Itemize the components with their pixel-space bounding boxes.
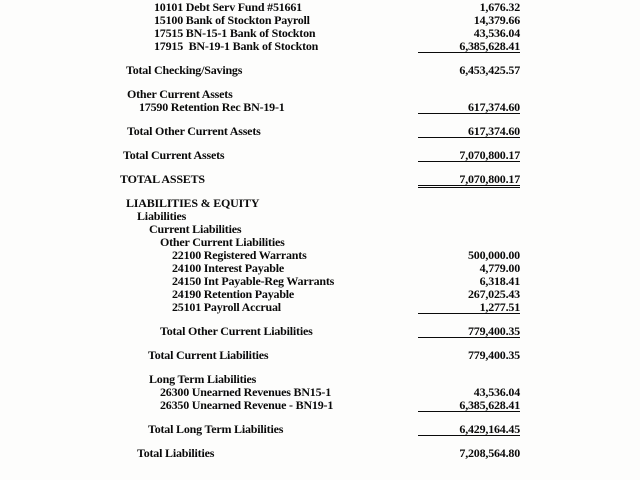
row-label: 24150 Int Payable-Reg Warrants (172, 274, 335, 288)
row-value: 779,400.35 (418, 325, 520, 338)
report-row (0, 88, 640, 101)
report-row (0, 301, 640, 314)
row-value: 43,536.04 (473, 385, 520, 399)
report-row (0, 101, 640, 114)
row-label: Total Other Current Liabilities (160, 324, 313, 338)
row-label: Current Liabilities (149, 222, 242, 236)
row-label: Other Current Assets (127, 87, 233, 101)
row-label: Total Long Term Liabilities (148, 422, 284, 436)
row-label: Long Term Liabilities (149, 372, 257, 386)
row-value: 7,070,800.17 (418, 173, 520, 188)
row-value: 617,374.60 (418, 101, 520, 114)
report-row (0, 1, 640, 14)
row-label: 24100 Interest Payable (172, 261, 285, 275)
row-value: 4,779.00 (479, 261, 520, 275)
row-label: 17515 BN-15-1 Bank of Stockton (154, 26, 316, 40)
report-body (0, 1, 640, 460)
row-label: Other Current Liabilities (160, 235, 285, 249)
row-value: 6,453,425.57 (459, 63, 520, 77)
row-label: 26300 Unearned Revenues BN15-1 (160, 385, 331, 399)
row-label: Total Current Liabilities (148, 348, 269, 362)
report-row (0, 447, 640, 460)
report-row (0, 125, 640, 138)
row-value: 6,385,628.41 (418, 40, 520, 53)
row-value: 6,385,628.41 (418, 399, 520, 412)
row-label: 17590 Retention Rec BN-19-1 (139, 100, 285, 114)
report-row (0, 423, 640, 436)
row-label: 25101 Payroll Accrual (172, 300, 281, 314)
row-label: Total Liabilities (137, 446, 215, 460)
row-value: 6,429,164.45 (418, 423, 520, 436)
row-value: 1,676.32 (479, 0, 520, 14)
report-row (0, 173, 640, 186)
report-row (0, 149, 640, 162)
row-value: 14,379.66 (473, 13, 520, 27)
row-value: 779,400.35 (467, 348, 520, 362)
report-row (0, 27, 640, 40)
report-row (0, 275, 640, 288)
row-value: 6,318.41 (479, 274, 520, 288)
report-row (0, 197, 640, 210)
report-row (0, 40, 640, 53)
row-value: 1,277.51 (418, 301, 520, 314)
row-label: Total Current Assets (123, 148, 225, 162)
report-row (0, 288, 640, 301)
report-row (0, 64, 640, 77)
row-label: 24190 Retention Payable (172, 287, 295, 301)
report-row (0, 14, 640, 27)
report-row (0, 210, 640, 223)
report-row (0, 325, 640, 338)
row-label: 10101 Debt Serv Fund #51661 (154, 0, 302, 14)
report-row (0, 236, 640, 249)
report-row (0, 349, 640, 362)
report-row (0, 249, 640, 262)
row-value: 7,208,564.80 (459, 446, 520, 460)
row-value: 500,000.00 (467, 248, 520, 262)
row-label: 17915 BN-19-1 Bank of Stockton (154, 39, 319, 53)
report-row (0, 223, 640, 236)
row-label: Total Other Current Assets (127, 124, 261, 138)
row-label: 26350 Unearned Revenue - BN19-1 (160, 398, 334, 412)
row-value: 617,374.60 (418, 125, 520, 138)
row-label: Liabilities (137, 209, 187, 223)
row-label: LIABILITIES & EQUITY (126, 196, 260, 210)
row-value: 43,536.04 (473, 26, 520, 40)
row-label: 22100 Registered Warrants (172, 248, 307, 262)
report-row (0, 399, 640, 412)
row-label: Total Checking/Savings (126, 63, 243, 77)
row-value: 7,070,800.17 (418, 149, 520, 162)
row-label: 15100 Bank of Stockton Payroll (154, 13, 310, 27)
row-value: 267,025.43 (467, 287, 520, 301)
row-label: TOTAL ASSETS (120, 172, 205, 186)
